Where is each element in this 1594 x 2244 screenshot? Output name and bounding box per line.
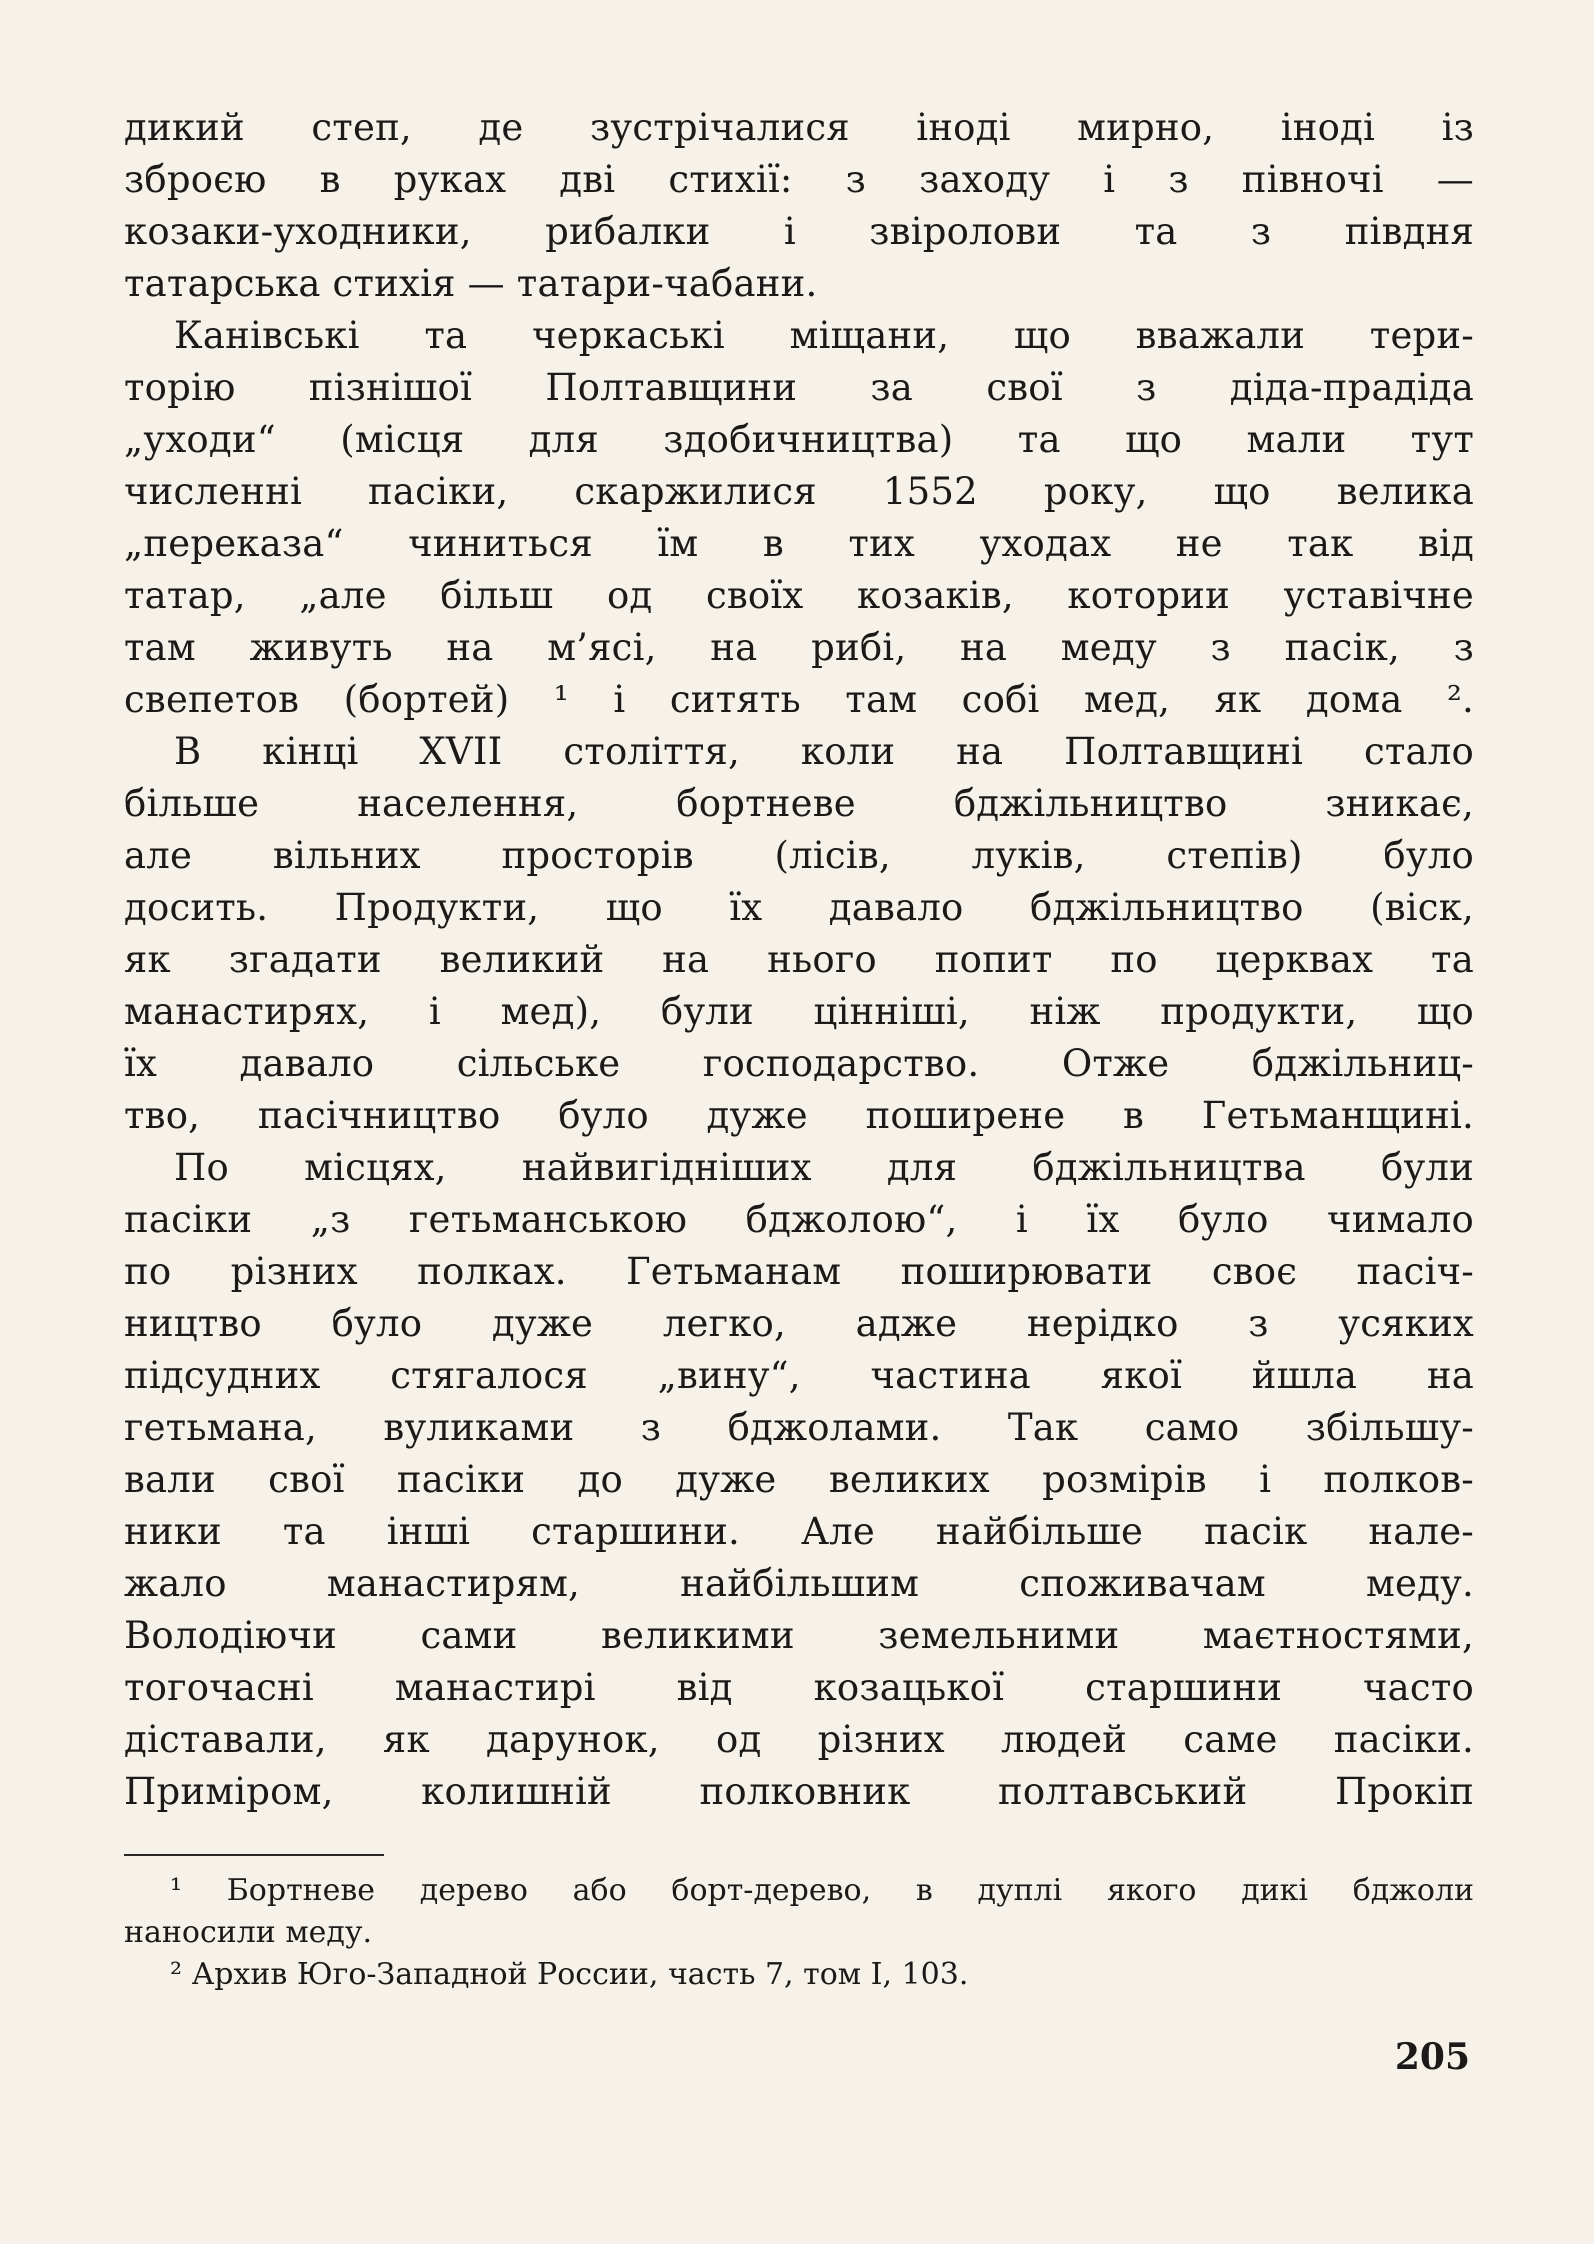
text-line: більше населення, бортневе бджільництво зникає,	[124, 782, 1474, 825]
text-line: там живуть на м’ясі, на рибі, на меду з пасік, з	[124, 626, 1474, 669]
text-line: досить. Продукти, що їх давало бджільництво (віск,	[124, 886, 1474, 929]
text-line: їх давало сільське господарство. Отже бджільниц-	[124, 1042, 1474, 1085]
page-number: 205	[1394, 2036, 1470, 2078]
text-line: ництво було дуже легко, адже нерідко з усяких	[124, 1302, 1474, 1345]
text-line: Канівські та черкаські міщани, що вважали тери-	[174, 314, 1474, 357]
footnote-divider	[124, 1854, 384, 1856]
text-line: тво, пасічництво було дуже поширене в Гетьманщині.	[124, 1094, 1474, 1137]
text-line: ники та інші старшини. Але найбільше пасік нале-	[124, 1510, 1474, 1553]
text-line: дикий степ, де зустрічалися іноді мирно, іноді із	[124, 106, 1474, 149]
text-line: зброєю в руках дві стихії: з заходу і з півночі —	[124, 158, 1474, 201]
text-line: підсудних стягалося „вину“, частина якої йшла на	[124, 1354, 1474, 1397]
text-line: По місцях, найвигідніших для бджільництва були	[174, 1146, 1474, 1189]
text-line: вали свої пасіки до дуже великих розмірів і полков-	[124, 1458, 1474, 1501]
text-line: манастирях, і мед), були цінніші, ніж продукти, що	[124, 990, 1474, 1033]
text-line: татар, „але більш од своїх козаків, котории уставічне	[124, 574, 1474, 617]
body-text	[124, 102, 1474, 1818]
text-line: пасіки „з гетьманською бджолою“, і їх було чимало	[124, 1198, 1474, 1241]
text-line: по різних полках. Гетьманам поширювати своє пасіч-	[124, 1250, 1474, 1293]
text-line: козаки-уходники, рибалки і звіролови та з півдня	[124, 210, 1474, 253]
text-line: „переказа“ чиниться їм в тих уходах не так від	[124, 522, 1474, 565]
text-line: „уходи“ (місця для здобичництва) та що мали тут	[124, 418, 1474, 461]
text-line: В кінці XVII століття, коли на Полтавщині стало	[174, 730, 1474, 773]
footnote-line: ¹ Бортневе дерево або борт-дерево, в дуплі якого дикі бджоли	[170, 1873, 1474, 1908]
footnotes	[124, 1870, 1474, 1996]
footnote-line: ² Архив Юго-Западной России, часть 7, том I, 103.	[170, 1957, 969, 1992]
text-line: Володіючи сами великими земельними маєтностями,	[124, 1614, 1474, 1657]
text-line: торію пізнішої Полтавщини за свої з діда-прадіда	[124, 366, 1474, 409]
text-line: як згадати великий на нього попит по церквах та	[124, 938, 1474, 981]
text-line: жало манастирям, найбільшим споживачам меду.	[124, 1562, 1474, 1605]
text-line: гетьмана, вуликами з бджолами. Так само збільшу-	[124, 1406, 1474, 1449]
text-line: діставали, як дарунок, од різних людей саме пасіки.	[124, 1718, 1474, 1761]
text-line: тогочасні манастирі від козацької старшини часто	[124, 1666, 1474, 1709]
text-line: але вільних просторів (лісів, луків, степів) було	[124, 834, 1474, 877]
footnote-line: наносили меду.	[124, 1915, 373, 1950]
text-line: свепетов (бортей) ¹ і ситять там собі мед, як дома ².	[124, 678, 1474, 721]
text-line: Примірoм, колишній полковник полтавський Прокіп	[124, 1770, 1474, 1813]
text-line: татарська стихія — татари-чабани.	[124, 262, 818, 305]
text-line: численні пасіки, скаржилися 1552 року, що велика	[124, 470, 1474, 513]
